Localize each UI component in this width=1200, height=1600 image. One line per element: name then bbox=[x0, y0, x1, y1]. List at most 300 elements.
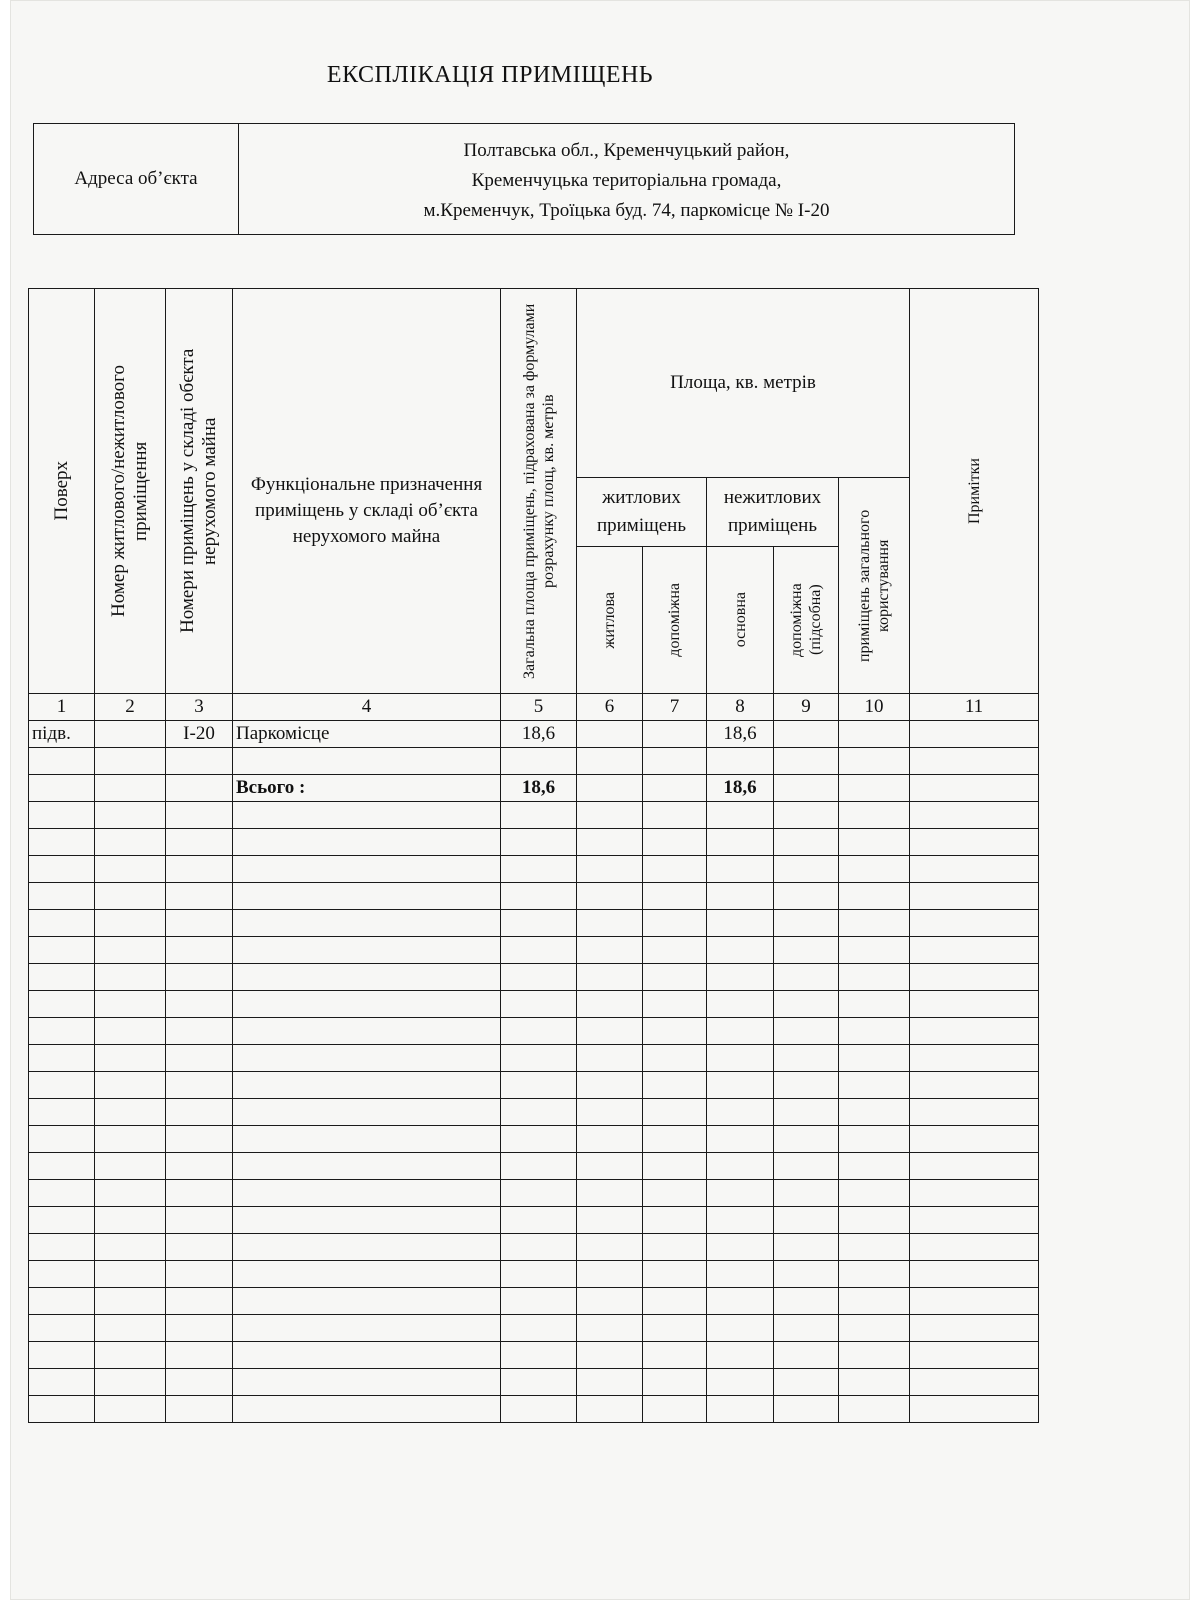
empty-cell bbox=[95, 1045, 166, 1072]
empty-cell bbox=[774, 991, 839, 1018]
empty-cell bbox=[95, 1369, 166, 1396]
empty-cell bbox=[501, 802, 577, 829]
header-nonresidential-group: нежитлових приміщень bbox=[707, 478, 839, 547]
empty-cell bbox=[707, 991, 774, 1018]
empty-cell bbox=[839, 1045, 910, 1072]
header-function: Функціональне призначення приміщень у складі об’єкта нерухомого майна bbox=[233, 289, 501, 694]
cell-res-aux bbox=[643, 748, 707, 775]
empty-cell bbox=[95, 991, 166, 1018]
empty-cell bbox=[577, 991, 643, 1018]
empty-cell bbox=[95, 1072, 166, 1099]
empty-cell bbox=[910, 1207, 1039, 1234]
empty-cell bbox=[643, 910, 707, 937]
empty-cell bbox=[577, 1018, 643, 1045]
empty-cell bbox=[95, 883, 166, 910]
empty-cell bbox=[501, 1045, 577, 1072]
empty-cell bbox=[577, 1261, 643, 1288]
address-line: м.Кременчук, Троїцька буд. 74, паркомісце № І-20 bbox=[423, 200, 830, 221]
empty-cell bbox=[501, 1261, 577, 1288]
empty-cell bbox=[577, 1180, 643, 1207]
empty-cell bbox=[643, 829, 707, 856]
empty-cell bbox=[643, 1234, 707, 1261]
empty-cell bbox=[501, 1126, 577, 1153]
empty-cell bbox=[233, 829, 501, 856]
column-number: 7 bbox=[643, 694, 707, 721]
empty-cell bbox=[95, 1315, 166, 1342]
empty-cell bbox=[166, 910, 233, 937]
empty-cell bbox=[910, 1072, 1039, 1099]
empty-cell bbox=[643, 1342, 707, 1369]
empty-cell bbox=[501, 1315, 577, 1342]
empty-cell bbox=[707, 856, 774, 883]
empty-cell bbox=[95, 856, 166, 883]
cell-nonres-aux bbox=[774, 748, 839, 775]
empty-cell bbox=[577, 1288, 643, 1315]
empty-cell bbox=[95, 1180, 166, 1207]
address-line: Полтавська обл., Кременчуцький район, bbox=[463, 140, 790, 161]
empty-cell bbox=[233, 1315, 501, 1342]
empty-cell bbox=[233, 1099, 501, 1126]
cell-total-area bbox=[501, 748, 577, 775]
empty-cell bbox=[29, 1369, 95, 1396]
empty-cell bbox=[774, 1018, 839, 1045]
empty-cell bbox=[501, 883, 577, 910]
empty-cell bbox=[233, 991, 501, 1018]
empty-cell bbox=[910, 1045, 1039, 1072]
empty-cell bbox=[501, 1207, 577, 1234]
empty-cell bbox=[166, 1180, 233, 1207]
empty-cell bbox=[166, 1396, 233, 1423]
empty-cell bbox=[910, 802, 1039, 829]
header-area-group: Площа, кв. метрів bbox=[577, 289, 910, 478]
empty-cell bbox=[643, 1099, 707, 1126]
empty-cell bbox=[774, 1396, 839, 1423]
address-value bbox=[239, 124, 1015, 235]
empty-cell bbox=[839, 937, 910, 964]
empty-cell bbox=[29, 1045, 95, 1072]
empty-cell bbox=[774, 1126, 839, 1153]
cell-res-main bbox=[577, 748, 643, 775]
header-nonresidential-aux: допоміжна (підсобна) bbox=[774, 547, 839, 694]
empty-cell bbox=[577, 1207, 643, 1234]
empty-cell bbox=[774, 1045, 839, 1072]
empty-cell bbox=[839, 1261, 910, 1288]
empty-cell bbox=[95, 964, 166, 991]
empty-cell bbox=[910, 1315, 1039, 1342]
empty-cell bbox=[707, 1396, 774, 1423]
column-number: 9 bbox=[774, 694, 839, 721]
empty-cell bbox=[707, 1234, 774, 1261]
empty-cell bbox=[29, 1099, 95, 1126]
empty-cell bbox=[707, 1180, 774, 1207]
empty-cell bbox=[95, 1342, 166, 1369]
empty-cell bbox=[774, 1288, 839, 1315]
empty-cell bbox=[643, 1288, 707, 1315]
empty-cell bbox=[707, 883, 774, 910]
empty-cell bbox=[774, 1180, 839, 1207]
empty-cell bbox=[910, 937, 1039, 964]
empty-cell bbox=[233, 802, 501, 829]
column-number: 10 bbox=[839, 694, 910, 721]
empty-cell bbox=[29, 937, 95, 964]
empty-row bbox=[29, 1342, 1039, 1369]
empty-cell bbox=[95, 910, 166, 937]
empty-cell bbox=[643, 937, 707, 964]
empty-cell bbox=[643, 991, 707, 1018]
empty-cell bbox=[643, 856, 707, 883]
empty-cell bbox=[29, 829, 95, 856]
empty-cell bbox=[774, 1315, 839, 1342]
table-row bbox=[29, 721, 1039, 748]
empty-cell bbox=[643, 1126, 707, 1153]
explication-table bbox=[28, 288, 1039, 1423]
empty-cell bbox=[774, 1153, 839, 1180]
header-residential-group: житлових приміщень bbox=[577, 478, 707, 547]
cell-common bbox=[839, 721, 910, 748]
empty-cell bbox=[501, 1342, 577, 1369]
empty-cell bbox=[839, 1207, 910, 1234]
column-number: 1 bbox=[29, 694, 95, 721]
empty-cell bbox=[29, 964, 95, 991]
empty-cell bbox=[29, 856, 95, 883]
empty-cell bbox=[166, 1018, 233, 1045]
cell-nonres-aux bbox=[774, 721, 839, 748]
total-label: Всього : bbox=[233, 775, 501, 802]
empty-cell bbox=[910, 1180, 1039, 1207]
empty-cell bbox=[707, 1153, 774, 1180]
empty-cell bbox=[643, 1153, 707, 1180]
empty-cell bbox=[910, 1342, 1039, 1369]
cell-function: Паркомісце bbox=[233, 721, 501, 748]
empty-cell bbox=[233, 964, 501, 991]
empty-cell bbox=[501, 964, 577, 991]
column-number: 5 bbox=[501, 694, 577, 721]
empty-cell bbox=[95, 1261, 166, 1288]
header-residential-main: житлова bbox=[577, 547, 643, 694]
header-notes: Примітки bbox=[910, 289, 1039, 694]
empty-cell bbox=[233, 1369, 501, 1396]
empty-cell bbox=[577, 883, 643, 910]
cell-nonres-main: 18,6 bbox=[707, 721, 774, 748]
empty-cell bbox=[29, 1342, 95, 1369]
empty-cell bbox=[643, 1315, 707, 1342]
total-nonres-main-value: 18,6 bbox=[707, 775, 774, 802]
empty-cell bbox=[643, 1018, 707, 1045]
header-total-area: Загальна площа приміщень, підрахована за формулами розрахунку площ, кв. метрів bbox=[501, 289, 577, 694]
empty-cell bbox=[233, 1207, 501, 1234]
empty-cell bbox=[839, 883, 910, 910]
empty-cell bbox=[707, 829, 774, 856]
empty-cell bbox=[233, 856, 501, 883]
empty-cell bbox=[233, 1126, 501, 1153]
empty-cell bbox=[95, 937, 166, 964]
empty-cell bbox=[29, 1018, 95, 1045]
empty-cell bbox=[501, 1369, 577, 1396]
column-number: 6 bbox=[577, 694, 643, 721]
empty-cell bbox=[910, 1018, 1039, 1045]
empty-cell bbox=[643, 883, 707, 910]
empty-cell bbox=[707, 1072, 774, 1099]
empty-cell bbox=[839, 1153, 910, 1180]
empty-cell bbox=[910, 856, 1039, 883]
empty-cell bbox=[166, 1072, 233, 1099]
column-number: 2 bbox=[95, 694, 166, 721]
empty-cell bbox=[577, 1342, 643, 1369]
empty-cell bbox=[577, 1126, 643, 1153]
empty-cell bbox=[910, 910, 1039, 937]
empty-row bbox=[29, 883, 1039, 910]
empty-row bbox=[29, 1207, 1039, 1234]
empty-cell bbox=[643, 1261, 707, 1288]
empty-cell bbox=[29, 1180, 95, 1207]
empty-cell bbox=[577, 1072, 643, 1099]
empty-row bbox=[29, 1234, 1039, 1261]
empty-cell bbox=[29, 802, 95, 829]
empty-cell bbox=[95, 1018, 166, 1045]
empty-cell bbox=[95, 1099, 166, 1126]
empty-cell bbox=[774, 856, 839, 883]
empty-cell bbox=[707, 937, 774, 964]
empty-cell bbox=[643, 1369, 707, 1396]
empty-cell bbox=[774, 1099, 839, 1126]
empty-row bbox=[29, 910, 1039, 937]
empty-row bbox=[29, 1396, 1039, 1423]
empty-cell bbox=[233, 1045, 501, 1072]
empty-cell bbox=[910, 1288, 1039, 1315]
empty-cell bbox=[95, 802, 166, 829]
empty-cell bbox=[501, 1099, 577, 1126]
empty-cell bbox=[501, 991, 577, 1018]
empty-cell bbox=[707, 1045, 774, 1072]
header-floor: Поверх bbox=[29, 289, 95, 694]
empty-row bbox=[29, 1099, 1039, 1126]
empty-cell bbox=[643, 1180, 707, 1207]
column-number: 8 bbox=[707, 694, 774, 721]
empty-cell bbox=[577, 937, 643, 964]
empty-cell bbox=[577, 829, 643, 856]
empty-cell bbox=[707, 802, 774, 829]
empty-cell bbox=[643, 964, 707, 991]
empty-cell bbox=[839, 856, 910, 883]
empty-cell bbox=[501, 829, 577, 856]
empty-cell bbox=[577, 802, 643, 829]
empty-cell bbox=[233, 1288, 501, 1315]
cell-common bbox=[839, 775, 910, 802]
cell-room-no bbox=[166, 775, 233, 802]
cell-room-no: І-20 bbox=[166, 721, 233, 748]
empty-cell bbox=[233, 883, 501, 910]
empty-cell bbox=[166, 1369, 233, 1396]
empty-cell bbox=[577, 1396, 643, 1423]
empty-row bbox=[29, 991, 1039, 1018]
cell-common bbox=[839, 748, 910, 775]
empty-cell bbox=[233, 1153, 501, 1180]
empty-cell bbox=[233, 1180, 501, 1207]
empty-cell bbox=[29, 1396, 95, 1423]
empty-cell bbox=[577, 1099, 643, 1126]
empty-cell bbox=[501, 1018, 577, 1045]
empty-cell bbox=[166, 1315, 233, 1342]
empty-row bbox=[29, 1072, 1039, 1099]
empty-cell bbox=[839, 991, 910, 1018]
empty-row bbox=[29, 1315, 1039, 1342]
header-common-use: приміщень загального користування bbox=[839, 478, 910, 694]
empty-cell bbox=[839, 964, 910, 991]
empty-cell bbox=[501, 910, 577, 937]
empty-cell bbox=[774, 883, 839, 910]
table-row bbox=[29, 748, 1039, 775]
empty-cell bbox=[774, 910, 839, 937]
empty-cell bbox=[233, 1072, 501, 1099]
empty-cell bbox=[166, 802, 233, 829]
empty-cell bbox=[501, 1396, 577, 1423]
empty-cell bbox=[910, 1369, 1039, 1396]
empty-cell bbox=[774, 1072, 839, 1099]
cell-nonres-main bbox=[707, 748, 774, 775]
empty-cell bbox=[166, 1207, 233, 1234]
empty-row bbox=[29, 937, 1039, 964]
empty-cell bbox=[577, 910, 643, 937]
empty-cell bbox=[643, 1072, 707, 1099]
empty-cell bbox=[707, 1288, 774, 1315]
empty-cell bbox=[910, 829, 1039, 856]
empty-cell bbox=[643, 1045, 707, 1072]
empty-cell bbox=[29, 1234, 95, 1261]
empty-row bbox=[29, 1180, 1039, 1207]
empty-cell bbox=[839, 910, 910, 937]
empty-cell bbox=[166, 883, 233, 910]
empty-cell bbox=[839, 1180, 910, 1207]
empty-cell bbox=[774, 1207, 839, 1234]
empty-cell bbox=[839, 1099, 910, 1126]
empty-cell bbox=[501, 1288, 577, 1315]
cell-res-main bbox=[577, 721, 643, 748]
empty-cell bbox=[643, 802, 707, 829]
empty-cell bbox=[95, 1207, 166, 1234]
empty-cell bbox=[95, 1396, 166, 1423]
empty-cell bbox=[577, 1315, 643, 1342]
empty-cell bbox=[166, 1342, 233, 1369]
empty-cell bbox=[707, 964, 774, 991]
empty-cell bbox=[839, 1315, 910, 1342]
empty-cell bbox=[166, 829, 233, 856]
empty-cell bbox=[95, 1126, 166, 1153]
empty-cell bbox=[95, 1234, 166, 1261]
empty-row bbox=[29, 964, 1039, 991]
empty-cell bbox=[166, 991, 233, 1018]
empty-row bbox=[29, 802, 1039, 829]
empty-cell bbox=[707, 1261, 774, 1288]
empty-cell bbox=[95, 1288, 166, 1315]
empty-cell bbox=[839, 1234, 910, 1261]
empty-cell bbox=[95, 1153, 166, 1180]
empty-cell bbox=[166, 1045, 233, 1072]
empty-row bbox=[29, 1018, 1039, 1045]
empty-cell bbox=[577, 1369, 643, 1396]
empty-cell bbox=[577, 1045, 643, 1072]
empty-cell bbox=[910, 1126, 1039, 1153]
empty-cell bbox=[839, 1288, 910, 1315]
empty-cell bbox=[707, 1018, 774, 1045]
empty-cell bbox=[29, 883, 95, 910]
empty-row bbox=[29, 1045, 1039, 1072]
cell-room-no bbox=[166, 748, 233, 775]
empty-cell bbox=[774, 1369, 839, 1396]
empty-cell bbox=[166, 1153, 233, 1180]
total-row bbox=[29, 775, 1039, 802]
empty-cell bbox=[774, 829, 839, 856]
empty-cell bbox=[839, 1018, 910, 1045]
header-row bbox=[29, 289, 1039, 478]
cell-total-area: 18,6 bbox=[501, 721, 577, 748]
empty-cell bbox=[707, 1099, 774, 1126]
empty-row bbox=[29, 1261, 1039, 1288]
empty-cell bbox=[839, 1072, 910, 1099]
empty-cell bbox=[577, 964, 643, 991]
empty-cell bbox=[707, 1126, 774, 1153]
empty-cell bbox=[910, 1261, 1039, 1288]
empty-cell bbox=[233, 1396, 501, 1423]
empty-cell bbox=[910, 964, 1039, 991]
empty-cell bbox=[910, 991, 1039, 1018]
empty-cell bbox=[501, 856, 577, 883]
empty-row bbox=[29, 1369, 1039, 1396]
empty-cell bbox=[29, 1207, 95, 1234]
empty-cell bbox=[774, 937, 839, 964]
address-table bbox=[33, 123, 1015, 235]
cell-res-main bbox=[577, 775, 643, 802]
empty-cell bbox=[839, 829, 910, 856]
header-nonresidential-main: основна bbox=[707, 547, 774, 694]
empty-cell bbox=[29, 1153, 95, 1180]
empty-cell bbox=[166, 1126, 233, 1153]
empty-cell bbox=[910, 1153, 1039, 1180]
empty-cell bbox=[774, 964, 839, 991]
cell-nonres-aux bbox=[774, 775, 839, 802]
empty-cell bbox=[707, 1207, 774, 1234]
empty-cell bbox=[233, 1018, 501, 1045]
empty-row bbox=[29, 829, 1039, 856]
empty-cell bbox=[166, 1099, 233, 1126]
empty-cell bbox=[643, 1207, 707, 1234]
empty-cell bbox=[774, 1261, 839, 1288]
empty-cell bbox=[166, 1234, 233, 1261]
empty-cell bbox=[839, 1396, 910, 1423]
empty-cell bbox=[166, 1261, 233, 1288]
empty-cell bbox=[29, 1288, 95, 1315]
cell-room-number bbox=[95, 748, 166, 775]
cell-notes bbox=[910, 775, 1039, 802]
cell-floor bbox=[29, 775, 95, 802]
empty-cell bbox=[577, 1234, 643, 1261]
empty-cell bbox=[233, 1234, 501, 1261]
cell-res-aux bbox=[643, 721, 707, 748]
empty-cell bbox=[29, 910, 95, 937]
address-label: Адреса об’єкта bbox=[34, 124, 239, 235]
empty-row bbox=[29, 1288, 1039, 1315]
cell-res-aux bbox=[643, 775, 707, 802]
empty-row bbox=[29, 1126, 1039, 1153]
empty-cell bbox=[707, 910, 774, 937]
empty-cell bbox=[910, 1099, 1039, 1126]
empty-cell bbox=[501, 937, 577, 964]
empty-cell bbox=[501, 1072, 577, 1099]
empty-cell bbox=[29, 1072, 95, 1099]
empty-cell bbox=[774, 1342, 839, 1369]
address-line: Кременчуцька територіальна громада, bbox=[471, 170, 782, 191]
empty-cell bbox=[29, 1126, 95, 1153]
empty-row bbox=[29, 1153, 1039, 1180]
